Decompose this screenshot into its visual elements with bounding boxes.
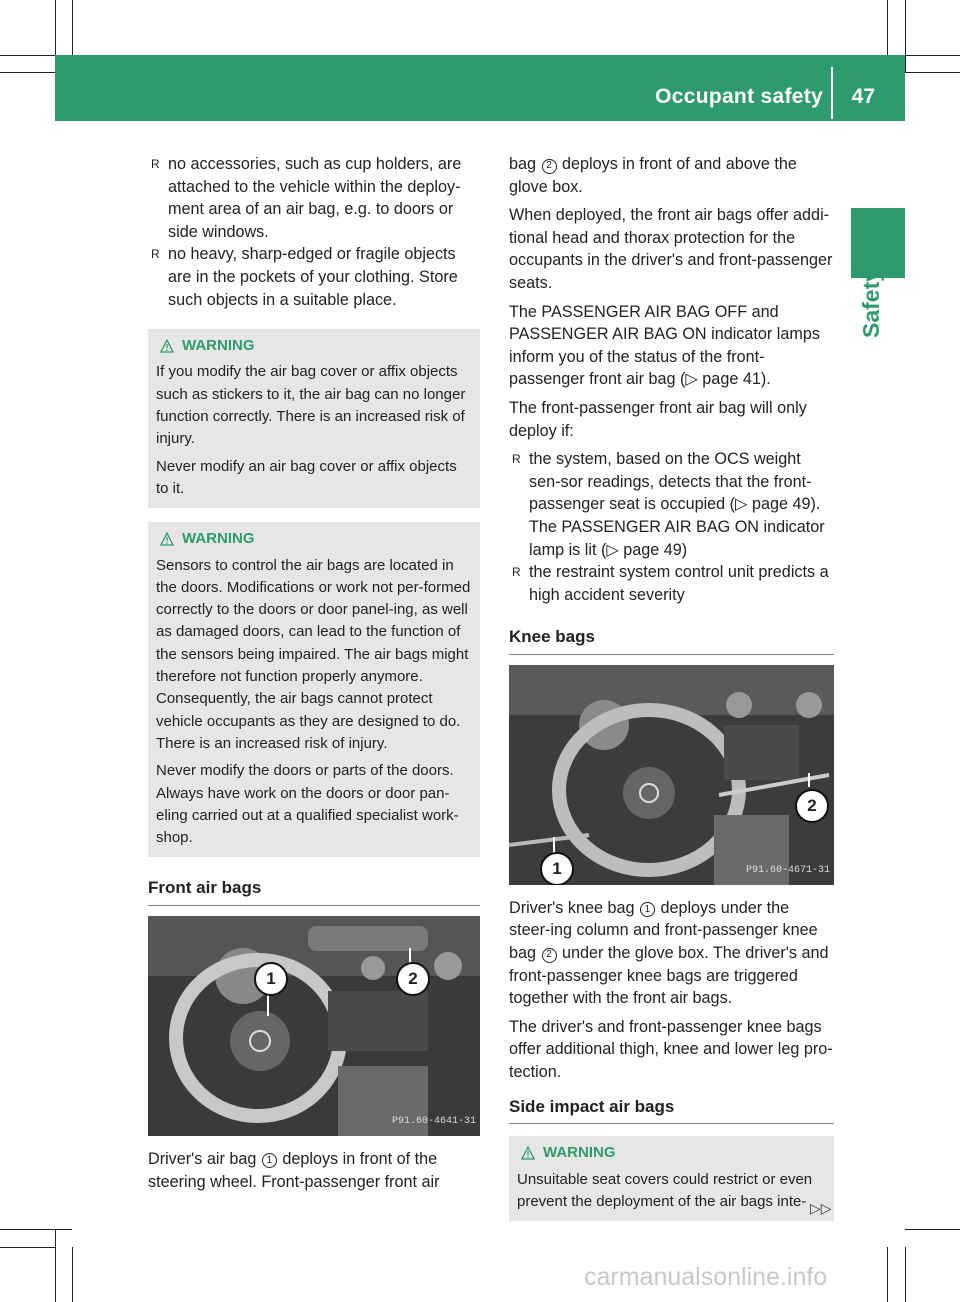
bullet-icon: R [512, 452, 521, 467]
callout-ref-2: 2 [542, 159, 557, 174]
caption: Driver's air bag 1 deploys in front of the steering wheel. Front-passenger front air [148, 1149, 440, 1191]
warning-title: WARNING [156, 335, 473, 357]
crop-mark [905, 0, 906, 72]
section-label: Safety [858, 268, 884, 338]
crop-mark [0, 1229, 72, 1230]
warning-triangle-icon [521, 1146, 535, 1160]
right-column [509, 153, 834, 1221]
crop-mark [887, 1247, 888, 1302]
warning-box [509, 1136, 834, 1221]
paragraph: Driver's knee bag 1 deploys under the steer-ing column and front-passenger knee bag 2 under the glove box. The driver's and front-passenger knee bags are triggered together with the front air bags. [509, 898, 829, 1008]
page-number: 47 [851, 85, 875, 108]
crop-mark [905, 1247, 906, 1302]
bullet-icon: R [151, 247, 160, 262]
callout-2: 2 [795, 789, 829, 823]
crop-mark [55, 1229, 56, 1302]
warning-title: WARNING [517, 1142, 827, 1164]
callout-ref-2: 2 [542, 948, 557, 963]
front-airbag-image [148, 916, 480, 1136]
dashboard-illustration [148, 916, 480, 1136]
list-item: R no heavy, sharp-edged or fragile objects are in the pockets of your clothing. Store such objects in a suitable place. [151, 245, 458, 309]
paragraph: The driver's and front-passenger knee bags offer additional thigh, knee and lower leg pro-tection. [509, 1017, 833, 1082]
warning-title: WARNING [156, 528, 473, 550]
callout-ref-1: 1 [640, 902, 655, 917]
warning-box [148, 329, 480, 508]
paragraph: The PASSENGER AIR BAG OFF and PASSENGER AIR BAG ON indicator lamps inform you of the status of the front-passenger front air bag (▷ page 41). [509, 302, 820, 389]
image-code: P91.60-4641-31 [391, 1116, 476, 1128]
section-heading: Front air bags [148, 877, 480, 906]
paragraph: The front-passenger front air bag will only deploy if: [509, 398, 807, 440]
crop-mark [905, 72, 960, 73]
list-item: R the restraint system control unit predicts a high accident severity [512, 563, 829, 604]
callout-1: 1 [254, 962, 288, 996]
crop-mark [72, 1247, 73, 1302]
paragraph: When deployed, the front air bags offer addi-tional head and thorax protection for the occupants in the driver's and front-passenger seats. [509, 206, 833, 292]
section-heading: Knee bags [509, 626, 834, 655]
callout-1: 1 [540, 852, 574, 885]
crop-mark [72, 0, 73, 55]
page-header [55, 55, 905, 121]
crop-mark [887, 0, 888, 55]
callout-ref-1: 1 [262, 1153, 277, 1168]
warning-box [148, 522, 480, 857]
image-code: P91.60-4671-31 [745, 865, 830, 877]
list-item: R no accessories, such as cup holders, are attached to the vehicle within the deploy-ment area of an air bag, e.g. to doors or side windows. [151, 155, 462, 241]
watermark: carmanualsonline.info [584, 1263, 828, 1291]
section-tab [851, 208, 905, 278]
warning-text: Never modify an air bag cover or affix objects to it. [156, 457, 457, 497]
crop-mark [0, 72, 55, 73]
bullet-icon: R [512, 565, 521, 580]
warning-text: If you modify the air bag cover or affix objects such as stickers to it, the air bag can no longer function correctly. There is an increased risk of injury. [156, 363, 466, 448]
header-divider [831, 67, 833, 119]
callout-2: 2 [396, 962, 430, 996]
page-title: Occupant safety [655, 85, 823, 108]
continue-icon: ▷▷ [810, 1200, 832, 1216]
crop-mark [905, 1229, 960, 1230]
bullet-icon: R [151, 157, 160, 171]
warning-triangle-icon [160, 339, 174, 353]
warning-text: Sensors to control the air bags are located in the doors. Modifications or work not per-formed correctly to the doors or door panel-ing, as well as damaged doors, can lead to the function of the sensors being impaired. The air bags might therefore not function properly anymore. Consequently, the air bags cannot protect vehicle occupants as they are designed to do. There is an increased risk of injury. [156, 556, 471, 752]
warning-text: Never modify the doors or parts of the doors. Always have work on the doors or door pan-eling carried out at a qualified specialist work-shop. [156, 762, 459, 847]
paragraph: bag 2 deploys in front of and above the glove box. [509, 155, 797, 196]
crop-mark [0, 1247, 55, 1248]
warning-text: Unsuitable seat covers could restrict or even prevent the deployment of the air bags inte- [517, 1170, 813, 1210]
left-column [148, 153, 480, 1199]
warning-triangle-icon [160, 532, 174, 546]
knee-airbag-image [509, 665, 834, 885]
section-heading: Side impact air bags [509, 1096, 834, 1125]
list-item: R the system, based on the OCS weight sen-sor readings, detects that the front-passenger seat is occupied (▷ page 49). The PASSENGER AIR BAG ON indicator lamp is lit (▷ page 49) [512, 450, 825, 559]
